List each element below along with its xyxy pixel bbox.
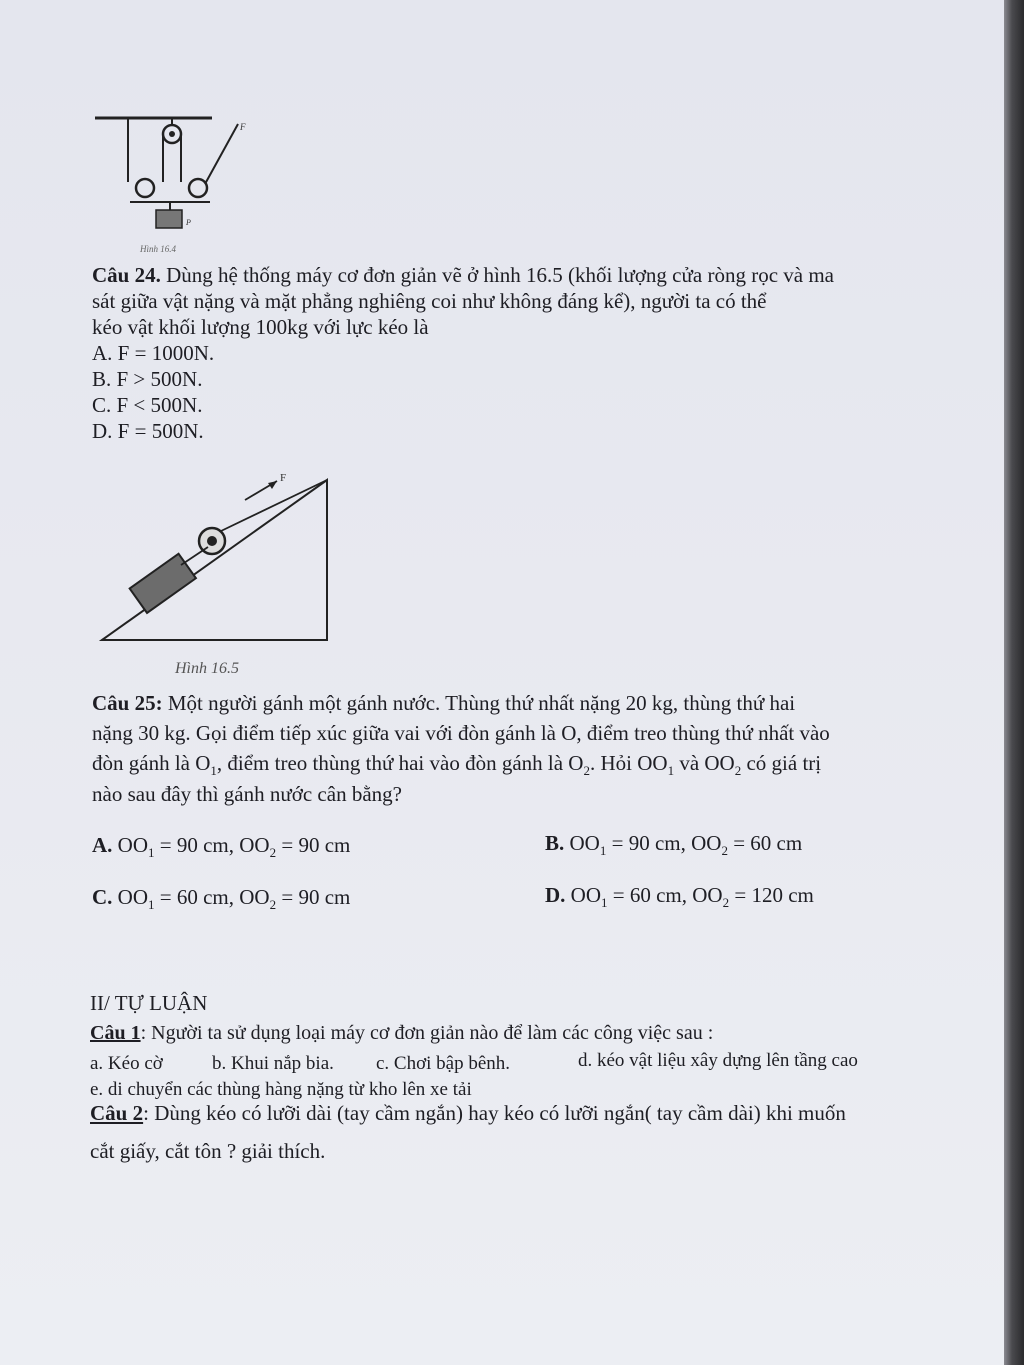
option-part: OO xyxy=(112,833,149,857)
c1-item-d: d. kéo vật liệu xây dựng lên tầng cao xyxy=(578,1050,858,1071)
q24-number: Câu 24. xyxy=(92,263,161,287)
c1-item-e: e. di chuyển các thùng hàng nặng từ kho lên xe tải xyxy=(90,1079,472,1100)
q24-line2: sát giữa vật nặng và mặt phẳng nghiêng coi như không đáng kể), người ta có thể xyxy=(92,289,767,313)
q25-line3-part-a: đòn gánh là O xyxy=(92,751,211,775)
pulley-label-p: P xyxy=(186,218,191,227)
pulley-label-f: F xyxy=(240,122,246,132)
q25-option-b xyxy=(545,830,802,864)
subscript-2: 2 xyxy=(734,763,742,779)
q25-line3-part-c: . Hỏi OO xyxy=(589,751,668,775)
q24-option-c: C. F < 500N. xyxy=(92,393,203,417)
pulley-figure-caption: Hình 16.4 xyxy=(140,244,176,254)
option-part: = 90 cm xyxy=(276,885,351,909)
c1-label: Câu 1 xyxy=(90,1022,141,1044)
subscript-1: 1 xyxy=(148,897,155,913)
c2-label: Câu 2 xyxy=(90,1101,144,1125)
subscript-2: 2 xyxy=(269,845,277,861)
option-part: = 90 cm, OO xyxy=(606,831,722,855)
figure-inclined-plane xyxy=(95,465,340,645)
option-part: = 60 cm, OO xyxy=(154,885,270,909)
q25-line3-part-d: và OO xyxy=(674,751,735,775)
subscript-1: 1 xyxy=(667,763,675,779)
q25-line4: nào sau đây thì gánh nước cân bằng? xyxy=(92,782,402,806)
q25-option-d xyxy=(545,882,814,916)
section2-heading: II/ TỰ LUẬN xyxy=(90,991,208,1015)
option-part: OO xyxy=(112,885,149,909)
option-letter: B. xyxy=(545,831,565,855)
option-part: = 90 cm xyxy=(276,833,351,857)
c1-item-c: c. Chơi bập bênh. xyxy=(376,1053,511,1074)
option-part: = 60 cm xyxy=(727,831,803,855)
q25-text-line1: Một người gánh một gánh nước. Thùng thứ nhất nặng 20 kg, thùng thứ hai xyxy=(167,691,796,715)
c2-text: : Dùng kéo có lưỡi dài (tay cầm ngắn) hay kéo có lưỡi ngắn( tay cầm dài) khi muốn xyxy=(143,1101,846,1125)
option-letter: D. xyxy=(545,883,566,907)
q25-line1 xyxy=(92,690,795,716)
section2-c1 xyxy=(90,1020,713,1046)
incline-figure-caption: Hình 16.5 xyxy=(175,660,239,677)
option-part: = 60 cm, OO xyxy=(607,883,723,907)
paper-edge-shadow xyxy=(1004,0,1024,1365)
c1-text: : Người ta sử dụng loại máy cơ đơn giản nào để làm các công việc sau : xyxy=(140,1022,714,1044)
subscript-2: 2 xyxy=(269,897,277,913)
option-letter: C. xyxy=(92,885,113,909)
subscript-1: 1 xyxy=(210,763,217,779)
q25-line2: nặng 30 kg. Gọi điểm tiếp xúc giữa vai với đòn gánh là O, điểm treo thùng thứ nhất vào xyxy=(92,721,830,745)
q25-option-c xyxy=(92,884,350,918)
q24-option-b: B. F > 500N. xyxy=(92,367,203,391)
figure-pulley-system xyxy=(90,110,260,255)
q24-option-a: A. F = 1000N. xyxy=(92,341,215,365)
q25-option-a xyxy=(92,832,350,866)
c2-line2: cắt giấy, cắt tôn ? giải thích. xyxy=(90,1139,326,1163)
q25-line3 xyxy=(92,750,821,784)
q25-number: Câu 25: xyxy=(92,691,163,715)
incline-label-f: F xyxy=(280,472,287,484)
subscript-1: 1 xyxy=(601,895,608,911)
c1-item-b: b. Khui nắp bia. xyxy=(212,1053,334,1074)
subscript-1: 1 xyxy=(148,845,155,861)
option-letter: A. xyxy=(92,833,113,857)
option-part: OO xyxy=(565,883,602,907)
q25-line3-part-e: có giá trị xyxy=(741,751,822,775)
subscript-2: 2 xyxy=(721,843,728,859)
option-part: = 120 cm xyxy=(729,883,814,907)
q24-option-d: D. F = 500N. xyxy=(92,419,204,443)
q25-line3-part-b: , điểm treo thùng thứ hai vào đòn gánh là O xyxy=(216,751,584,775)
subscript-2: 2 xyxy=(722,895,730,911)
option-part: = 90 cm, OO xyxy=(154,833,270,857)
c1-item-a: a. Kéo cờ xyxy=(90,1053,163,1074)
q24-line3: kéo vật khối lượng 100kg với lực kéo là xyxy=(92,315,429,339)
subscript-2: 2 xyxy=(583,763,590,779)
q24-line1 xyxy=(92,262,834,288)
subscript-1: 1 xyxy=(599,843,607,859)
section2-c2 xyxy=(90,1100,846,1126)
q24-text-line1: Dùng hệ thống máy cơ đơn giản vẽ ở hình 16.5 (khối lượng cửa ròng rọc và ma xyxy=(166,263,834,287)
option-part: OO xyxy=(564,831,600,855)
